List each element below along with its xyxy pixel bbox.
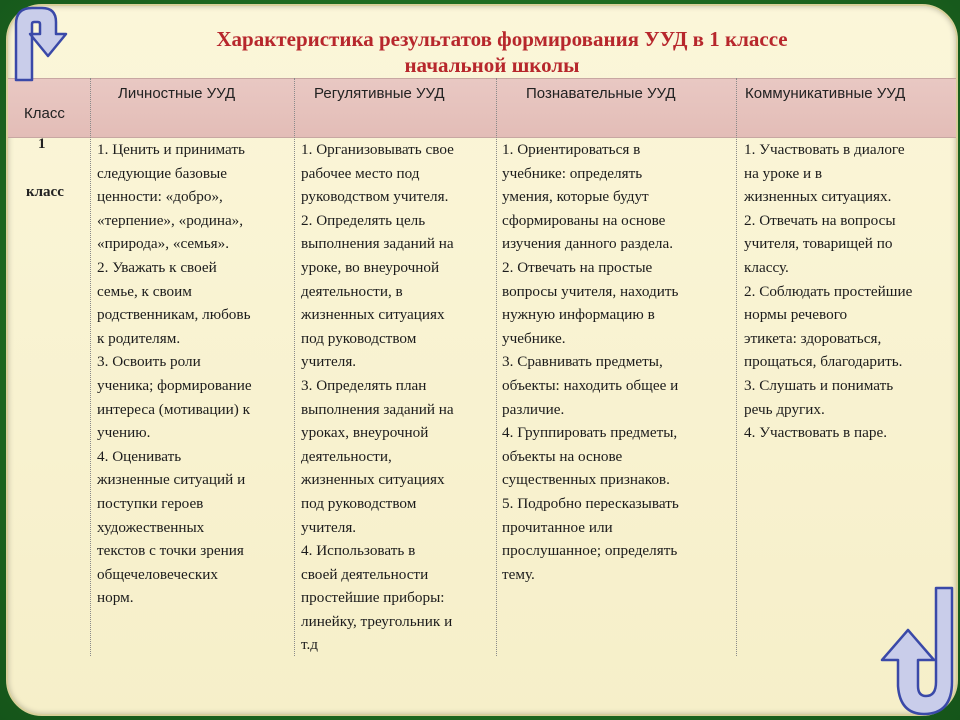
- column-divider: [294, 78, 295, 656]
- cell-communicative: 1. Участвовать в диалоге на уроке и в жизненных ситуациях. 2. Отвечать на вопросы учителя, товарищей по классу. 2. Соблюдать простейшие нормы речевого этикета: здороваться, прощаться, благодарить. 3. Слушать и понимать речь других. 4. Участвовать в паре.: [744, 141, 913, 442]
- title-line-1: Характеристика результатов формирования УУД в 1 классе: [216, 27, 788, 51]
- header-personal: Личностные УУД: [118, 85, 236, 102]
- class-label: класс: [26, 184, 64, 200]
- header-class: Класс: [24, 105, 65, 122]
- return-arrow-icon[interactable]: [2, 0, 72, 82]
- column-divider: [736, 78, 737, 656]
- slide-board: [6, 4, 958, 716]
- column-divider: [90, 78, 91, 656]
- cell-regulatory: 1. Организовывать свое рабочее место под руководством учителя. 2. Определять цель выполнения заданий на уроке, во внеурочной деятельности, в жизненных ситуациях под руководством учителя. 3. Определять план выполнения заданий на уроках, внеурочной деятельности, жизненных ситуациях под руководством учителя. 4. Использовать в своей деятельности простейшие приборы: линейку, треугольник и т.д: [301, 141, 454, 654]
- page-title: [8, 26, 956, 78]
- class-number: 1: [38, 136, 46, 152]
- table-header: [8, 78, 956, 138]
- title-line-2: начальной школы: [404, 53, 580, 77]
- cell-personal: 1. Ценить и принимать следующие базовые ценности: «добро», «терпение», «родина», «природа», «семья». 2. Уважать к своей семье, к своим родственникам, любовь к родителям. 3. Освоить роли ученика; формирование интереса (мотивации) к учению. 4. Оценивать жизненные ситуаций и поступки героев художественных текстов с точки зрения общечеловеческих норм.: [97, 141, 252, 607]
- header-communicative: Коммуникативные УУД: [745, 85, 906, 102]
- column-divider: [496, 78, 497, 656]
- u-turn-arrow-icon[interactable]: [876, 586, 960, 720]
- cell-cognitive: 1. Ориентироваться в учебнике: определять умения, которые будут сформированы на основе изучения данного раздела. 2. Отвечать на простые вопросы учителя, находить нужную информацию в учебнике. 3. Сравнивать предметы, объекты: находить общее и различие. 4. Группировать предметы, объекты на основе существенных признаков. 5. Подробно пересказывать прочитанное или прослушанное; определять тему.: [502, 141, 679, 583]
- header-cognitive: Познавательные УУД: [526, 85, 676, 102]
- header-regulatory: Регулятивные УУД: [314, 85, 445, 102]
